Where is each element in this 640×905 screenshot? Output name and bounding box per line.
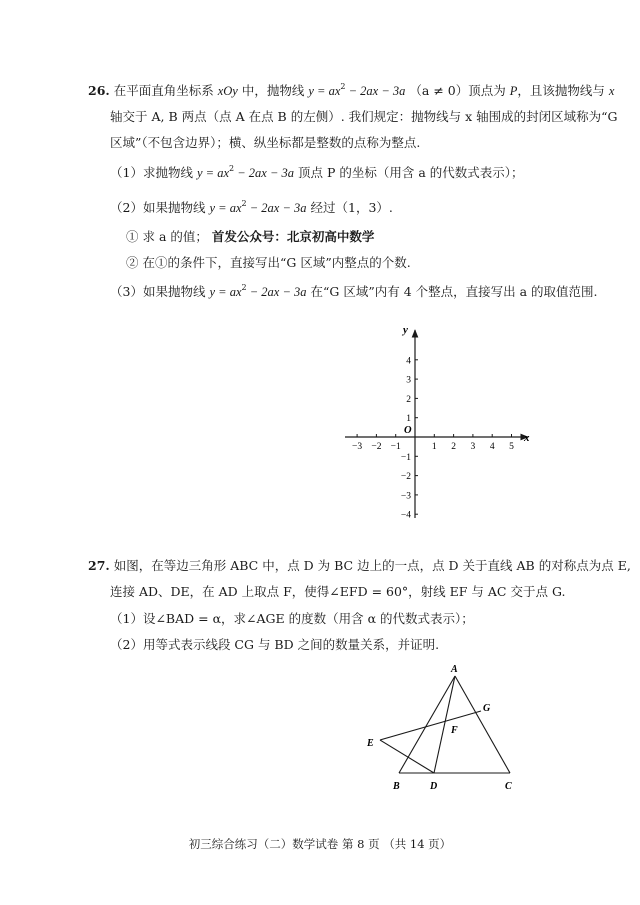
sub3-tail: 在“G 区域”内有 4 个整点，直接写出 a 的取值范围. [310,284,598,299]
origin-label: O [404,425,412,436]
axis-ticks [352,356,514,520]
y-tick-label: 2 [406,394,411,405]
q27-number: 27. [88,558,110,573]
label-B: B [393,781,400,792]
x-tick-label: −3 [352,442,363,452]
eq-sup: 2 [229,164,235,173]
eq-sup: 2 [340,82,346,91]
label-F: F [451,725,458,736]
eq-ax: = ax [215,201,242,215]
sub1-tail: 顶点 P 的坐标（用含 a 的代数式表示）； [298,165,524,180]
q26-sub2-ii: ② 在①的条件下，直接写出“G 区域”内整点的个数. [126,255,411,270]
q27-sub1: （1）设∠BAD = α，求∠AGE 的度数（用含 α 的代数式表示）； [110,611,474,626]
eq-y: y [209,201,216,215]
y-axis-label: y [403,324,408,336]
y-tick-label: 4 [406,356,411,367]
x-tick-label: 1 [431,442,437,452]
eq-sup: 2 [241,199,247,208]
q27-sub2: （2）用等式表示线段 CG 与 BD 之间的数量关系，并证明. [110,637,440,652]
eq-y: y [209,285,216,299]
label-C: C [505,781,512,792]
eq-ax: = ax [215,285,242,299]
x-tick-label: 4 [489,442,495,452]
x-tick-label: 3 [470,442,476,452]
q26-line2: 轴交于 A, B 两点（点 A 在点 B 的左侧）. 我们规定：抛物线与 x 轴围成的封闭区域称为“G [110,109,618,124]
eq-ax: = ax [202,166,229,180]
label-E: E [367,738,374,749]
axis-x-word: x [608,84,615,98]
q26-text: 在平面直角坐标系 [113,83,214,98]
q27-line2: 连接 AD、DE，在 AD 上取点 F，使得∠EFD = 60°，射线 EF 与 AC 交于点 G. [110,584,566,599]
y-tick-label: −1 [400,452,411,463]
q26-text: 中，抛物线 [241,83,305,98]
q27-text: 如图，在等边三角形 ABC 中，点 D 为 BC 边上的一点，点 D 关于直线 AB 的对称点为点 E, [113,558,631,573]
x-axis-label: x [524,432,530,444]
point-P: P [509,84,518,98]
label-A: A [451,664,458,675]
sub2-lead: （2）如果抛物线 [110,200,206,215]
x-tick-label: 2 [451,442,456,452]
eq-ax: = ax [313,84,341,98]
eq-rest: − 2ax − 3a [345,84,406,98]
label-D: D [430,781,438,792]
sub1-lead: （1）求抛物线 [110,165,193,180]
eq-rest: − 2ax − 3a [246,285,307,299]
q26-cond: （a ≠ 0）顶点为 [409,83,506,98]
y-tick-label: −4 [400,510,411,521]
y-tick-label: −3 [400,491,411,502]
x-tick-label: 5 [509,442,514,452]
q26-text: ，且该抛物线与 [517,83,605,98]
q26-xoy: xOy [217,84,238,98]
label-G: G [483,703,491,714]
sub3-lead: （3）如果抛物线 [110,284,206,299]
y-tick-label: 3 [406,375,411,386]
eq-y: y [196,166,203,180]
eq-rest: − 2ax − 3a [246,201,307,215]
x-tick-label: −1 [390,442,401,452]
eq-rest: − 2ax − 3a [234,166,295,180]
sub2-tail: 经过（1，3）. [310,200,393,215]
sub2-i-text: ① 求 a 的值； [126,229,208,244]
q27-line1 [88,557,631,575]
q26-number: 26. [88,83,110,98]
y-tick-label: −2 [400,472,411,483]
eq-y: y [308,84,314,98]
y-tick-label: 1 [406,414,411,425]
page-footer: 初三综合练习（二）数学试卷 第 8 页 （共 14 页） [188,837,452,851]
q26-line3: 区域”（不包含边界）；横、纵坐标都是整数的点称为整点. [110,135,421,150]
x-tick-label: −2 [371,442,382,452]
watermark-text: 首发公众号：北京初高中数学 [211,229,375,244]
eq-sup: 2 [241,283,247,292]
